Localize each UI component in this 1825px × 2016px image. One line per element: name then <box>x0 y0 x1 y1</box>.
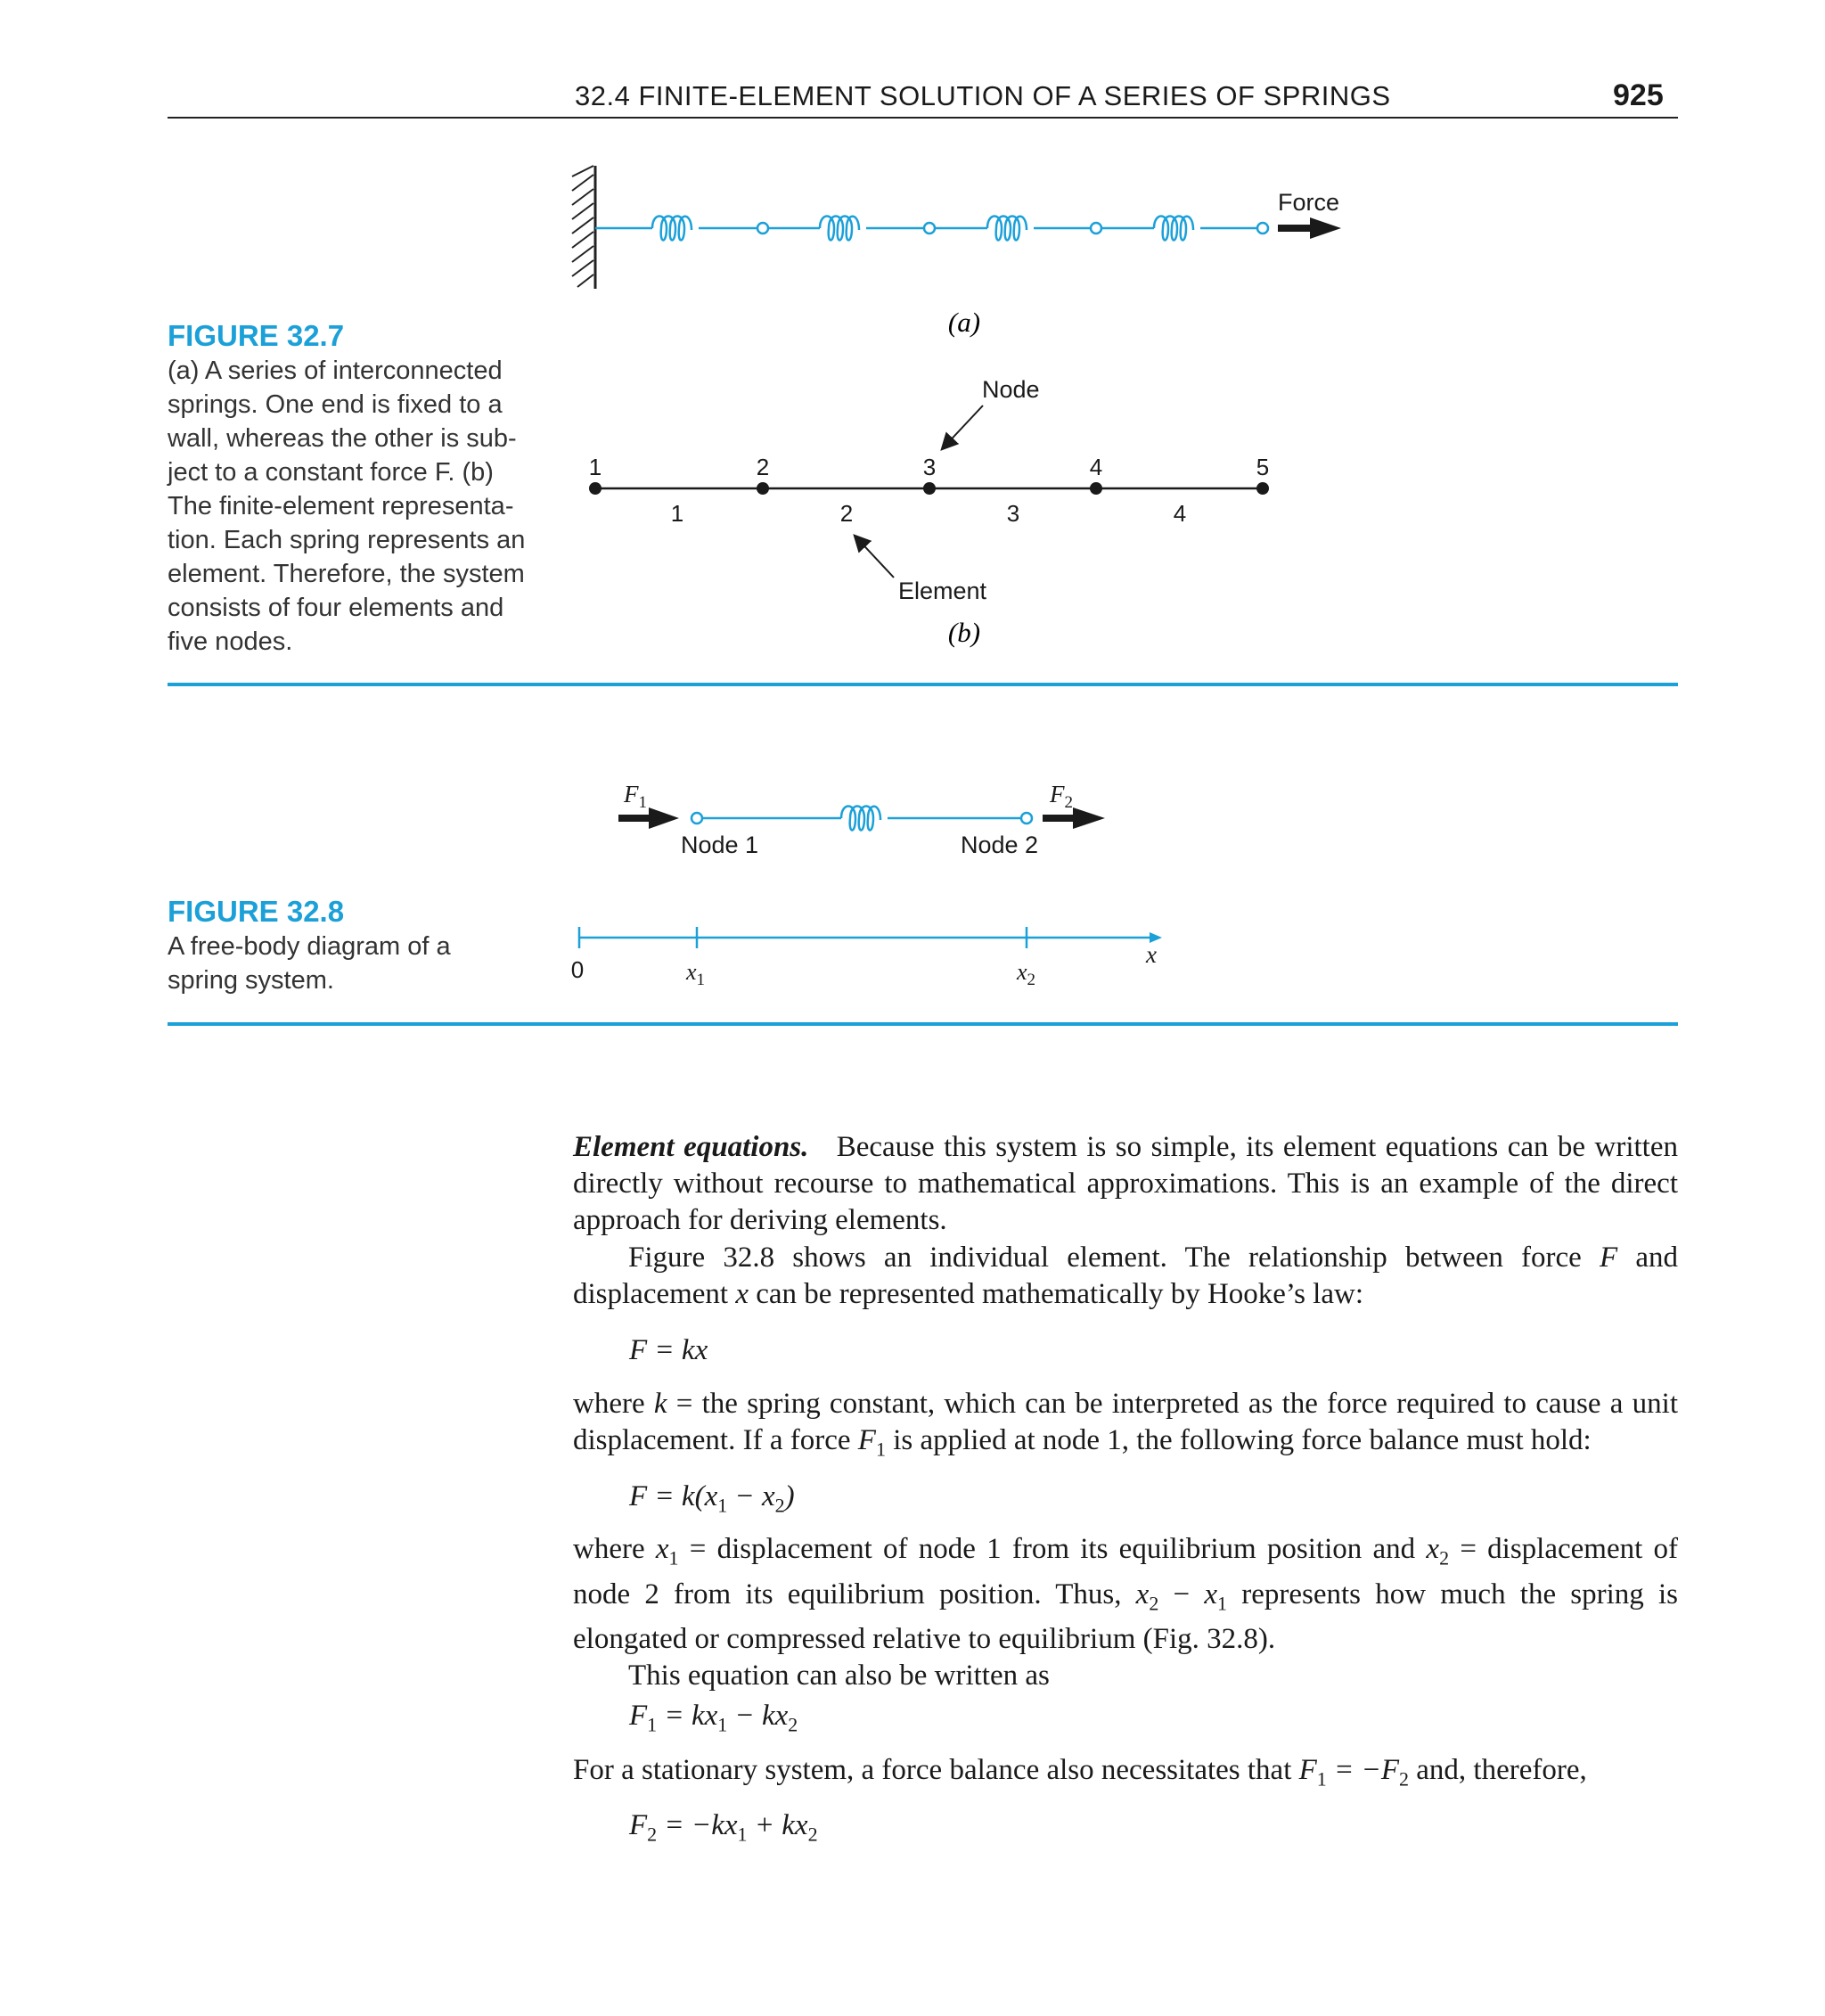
spring-chain <box>595 217 1268 241</box>
caption-line: springs. One end is fixed to a <box>168 390 503 419</box>
caption-line: ject to a constant force F. (b) <box>168 458 494 487</box>
axis-origin: 0 <box>570 956 585 983</box>
figure-32-7-diagram <box>0 0 1825 695</box>
figure-32-7-label: FIGURE 32.7 <box>168 319 345 352</box>
node2-label: Node 2 <box>961 832 1039 858</box>
force-label: Force <box>1278 189 1340 216</box>
axis-variable: x <box>1146 941 1157 968</box>
node-number: 5 <box>1256 454 1270 480</box>
caption-line: The finite-element representa- <box>168 492 514 520</box>
element-callout-arrow <box>855 537 894 578</box>
equation-3: $F_1 = kx_1 - kx_2$ <box>629 1700 798 1736</box>
f1-label: $F_1$ <box>624 781 647 812</box>
node-callout-arrow <box>943 406 983 448</box>
node-number: 1 <box>588 454 602 480</box>
wall <box>572 166 595 289</box>
equation-2: $F = k(x_1 - x_2)$ <box>629 1480 795 1517</box>
body-paragraph-3: where k = the spring constant, which can be interpreted as the force required to cause a unit displacement. If a force $F_1$ is applied at node 1, the following force balance must hold: <box>573 1388 1679 1461</box>
f2-label: $F_2$ <box>1050 781 1073 812</box>
spring-element <box>692 807 1032 831</box>
body-paragraph-5: For a stationary system, a force balance also necessitates that $F_1 = -F_2$ and, therefore, <box>573 1754 1587 1791</box>
sublabel-a: (a) <box>947 307 981 338</box>
f2-arrow <box>1043 807 1105 829</box>
caption-line: five nodes. <box>168 627 293 656</box>
element-number: 3 <box>1006 500 1020 527</box>
spring-coil <box>820 217 859 241</box>
page-number: 925 <box>1613 78 1664 112</box>
running-title: 32.4 FINITE-ELEMENT SOLUTION OF A SERIES OF SPRINGS <box>575 80 1391 111</box>
node1-label: Node 1 <box>681 832 759 858</box>
figure-32-8-diagram <box>0 758 1825 1007</box>
figure-32-8-label: FIGURE 32.8 <box>168 895 345 928</box>
element-callout: Element <box>898 578 987 604</box>
node-callout: Node <box>982 376 1040 403</box>
x2-tick-label: $x_2$ <box>1017 959 1036 989</box>
spring-coil <box>652 217 692 241</box>
equation-4: $F_2 = -kx_1 + kx_2$ <box>629 1809 818 1846</box>
figure-32-7-rule <box>168 683 1678 686</box>
f1-arrow <box>618 807 679 829</box>
node-number: 2 <box>756 454 770 480</box>
sublabel-b: (b) <box>947 617 981 648</box>
node-number: 4 <box>1089 454 1103 480</box>
body-paragraph-1 <box>573 1129 1678 1239</box>
caption-line: element. Therefore, the system <box>168 560 525 588</box>
caption-line: spring system. <box>168 966 334 995</box>
caption-line: consists of four elements and <box>168 594 504 622</box>
equation-1: F = kx <box>629 1334 708 1366</box>
figure-32-8-rule <box>168 1022 1678 1026</box>
element-number: 1 <box>670 500 684 527</box>
spring-coil <box>841 807 880 831</box>
body-paragraph-2: Figure 32.8 shows an individual element. The relationship between force F and displacement x can be represented mathematically by Hooke’s law: <box>573 1242 1679 1310</box>
spring-coil <box>1154 217 1193 241</box>
caption-line: A free-body diagram of a <box>168 932 451 961</box>
x-axis <box>579 927 1153 948</box>
x1-tick-label: $x_1$ <box>686 959 706 989</box>
force-arrow <box>1278 217 1341 239</box>
element-number: 4 <box>1173 500 1187 527</box>
caption-line: wall, whereas the other is sub- <box>168 424 517 453</box>
element-number: 2 <box>839 500 854 527</box>
section-heading: Element equations. <box>573 1131 809 1163</box>
body-paragraph-4: where $x_1$ = displacement of node 1 from its equilibrium position and $x_2$ = displacement of node 2 from its equilibrium position. Thus, $x_2 - x_1$ represents how much the spring is elongated or compressed relative to equilibrium (Fig. 32.8). This equation can also be written as <box>573 1531 1678 1694</box>
paragraph-text: This equation can also be written as <box>628 1660 1050 1692</box>
spring-coil <box>987 217 1027 241</box>
node-number: 3 <box>922 454 937 480</box>
paragraph-text: Because this system is so simple, its element equations can be written directly without recourse to mathematical approximations. This is an example of the direct approach for deriving elements. <box>573 1131 1678 1236</box>
caption-line: (a) A series of interconnected <box>168 356 503 385</box>
caption-line: tion. Each spring represents an <box>168 526 526 554</box>
